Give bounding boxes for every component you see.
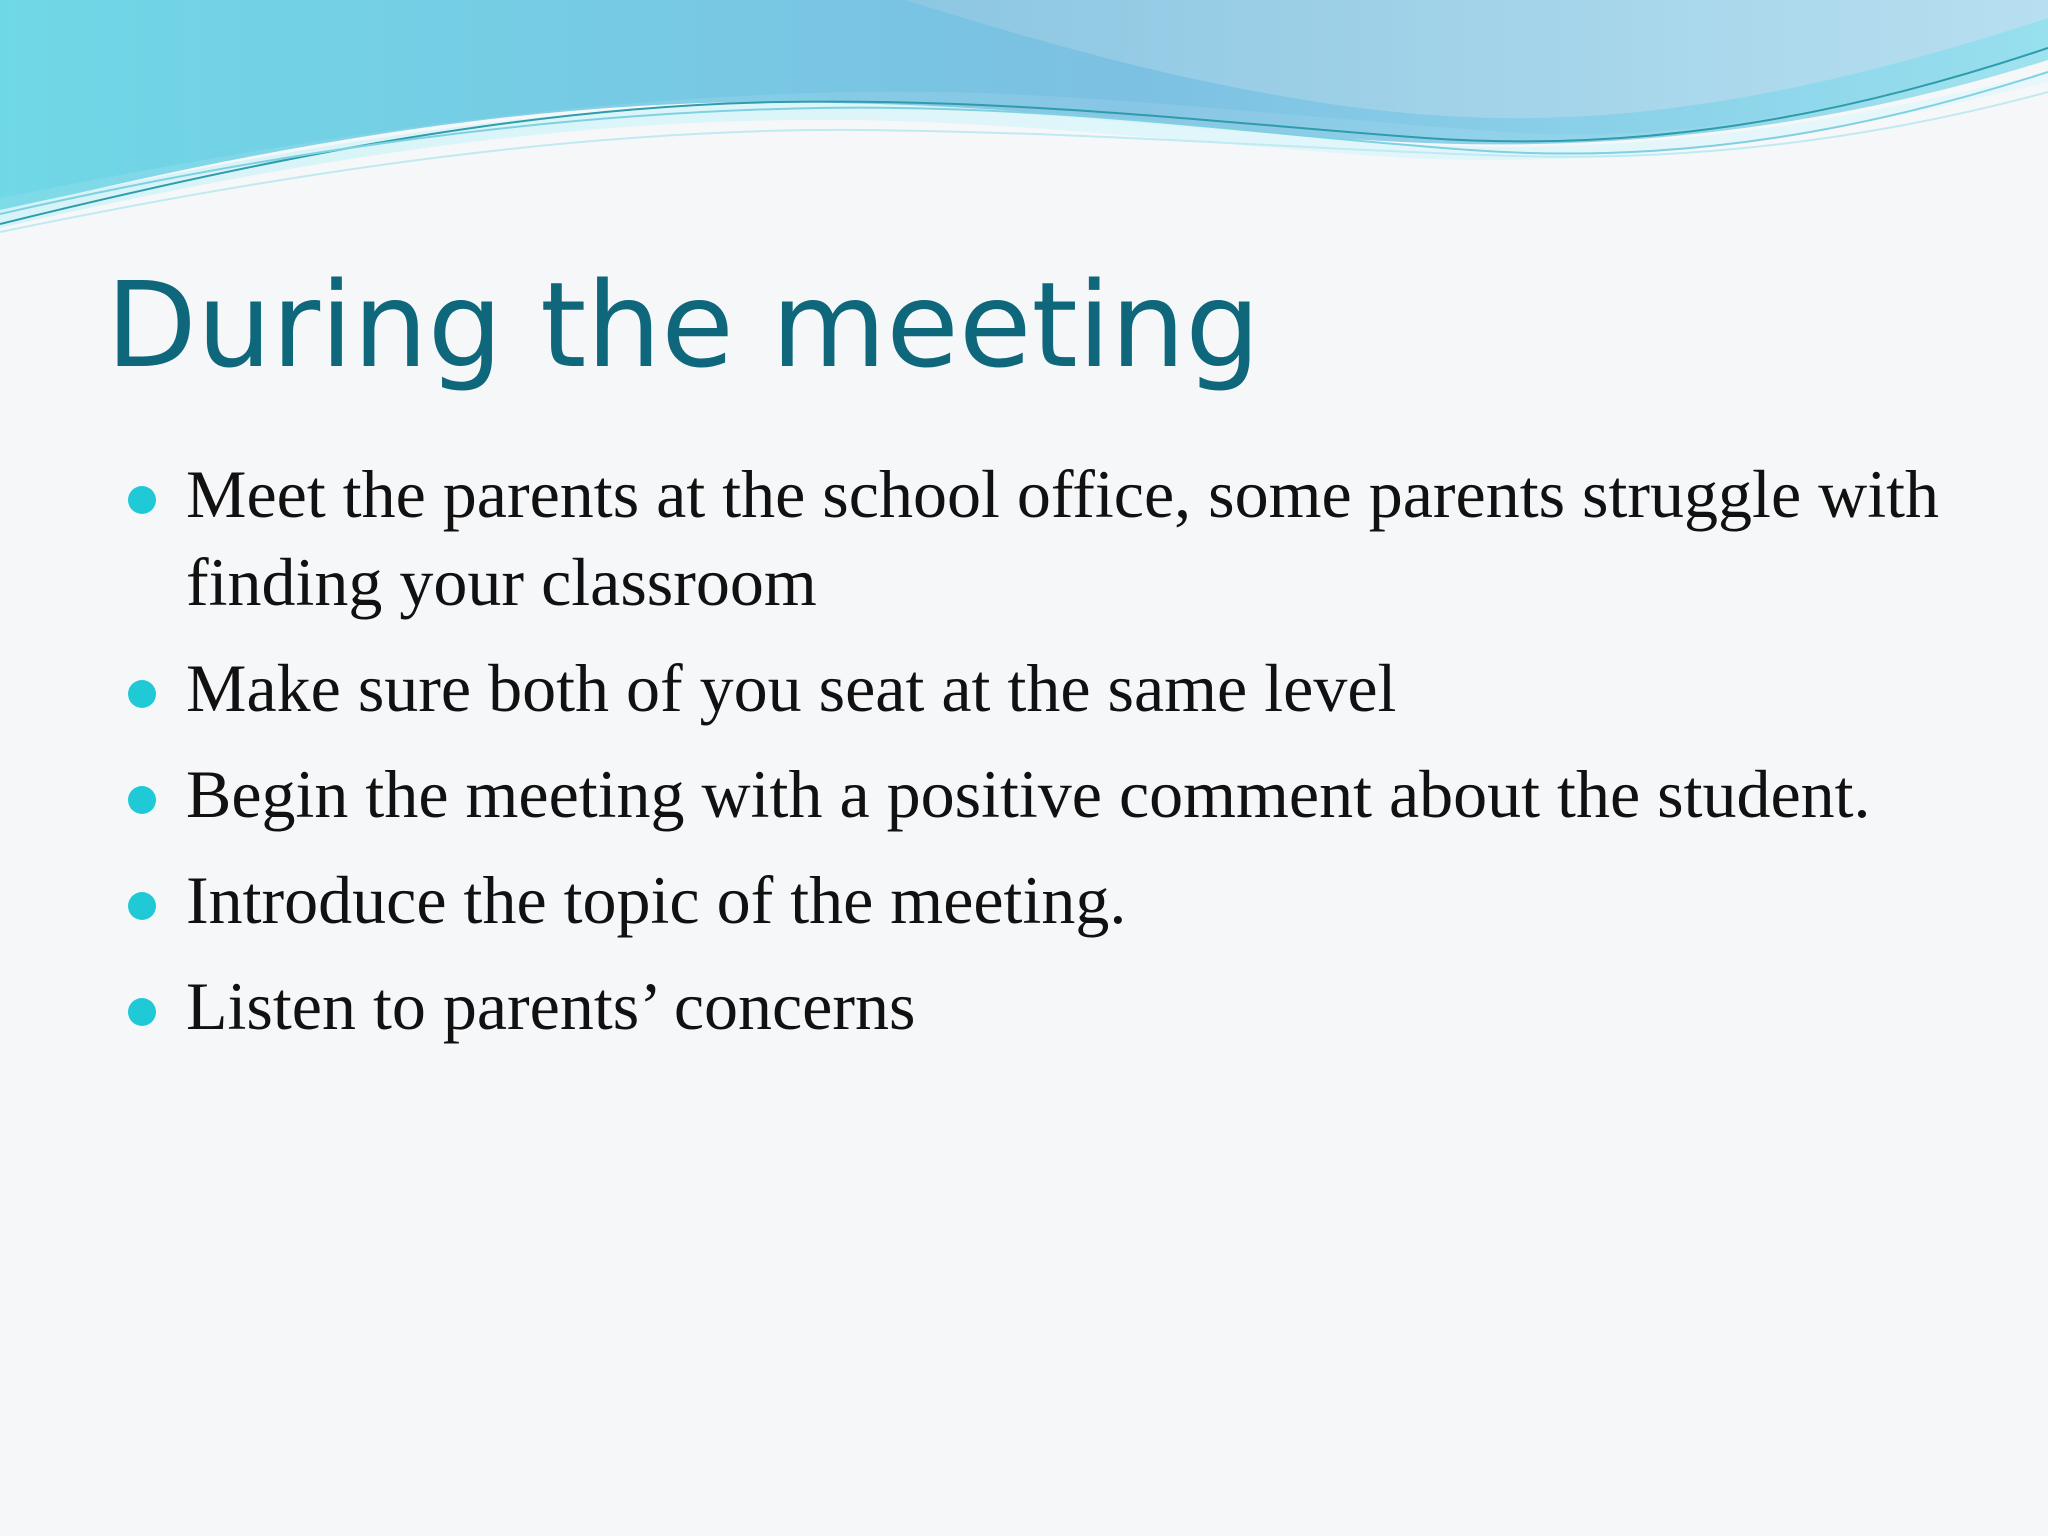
bullet-text: Begin the meeting with a positive comment about the student. — [186, 756, 1871, 832]
bullet-text: Introduce the topic of the meeting. — [186, 862, 1127, 938]
bullet-item — [128, 856, 1948, 944]
decorative-wave-header — [0, 0, 2048, 240]
bullet-point-icon — [128, 486, 156, 514]
bullet-point-icon — [128, 786, 156, 814]
bullet-point-icon — [128, 998, 156, 1026]
slide-title: During the meeting — [106, 256, 1261, 394]
bullet-point-icon — [128, 680, 156, 708]
bullet-text: Meet the parents at the school office, some parents struggle with finding your classroom — [186, 456, 1940, 620]
bullet-item — [128, 450, 1948, 626]
bullet-list — [128, 450, 1948, 1068]
bullet-item — [128, 962, 1948, 1050]
bullet-item — [128, 644, 1948, 732]
bullet-item — [128, 750, 1948, 838]
bullet-text: Make sure both of you seat at the same level — [186, 650, 1397, 726]
bullet-point-icon — [128, 892, 156, 920]
bullet-text: Listen to parents’ concerns — [186, 968, 916, 1044]
